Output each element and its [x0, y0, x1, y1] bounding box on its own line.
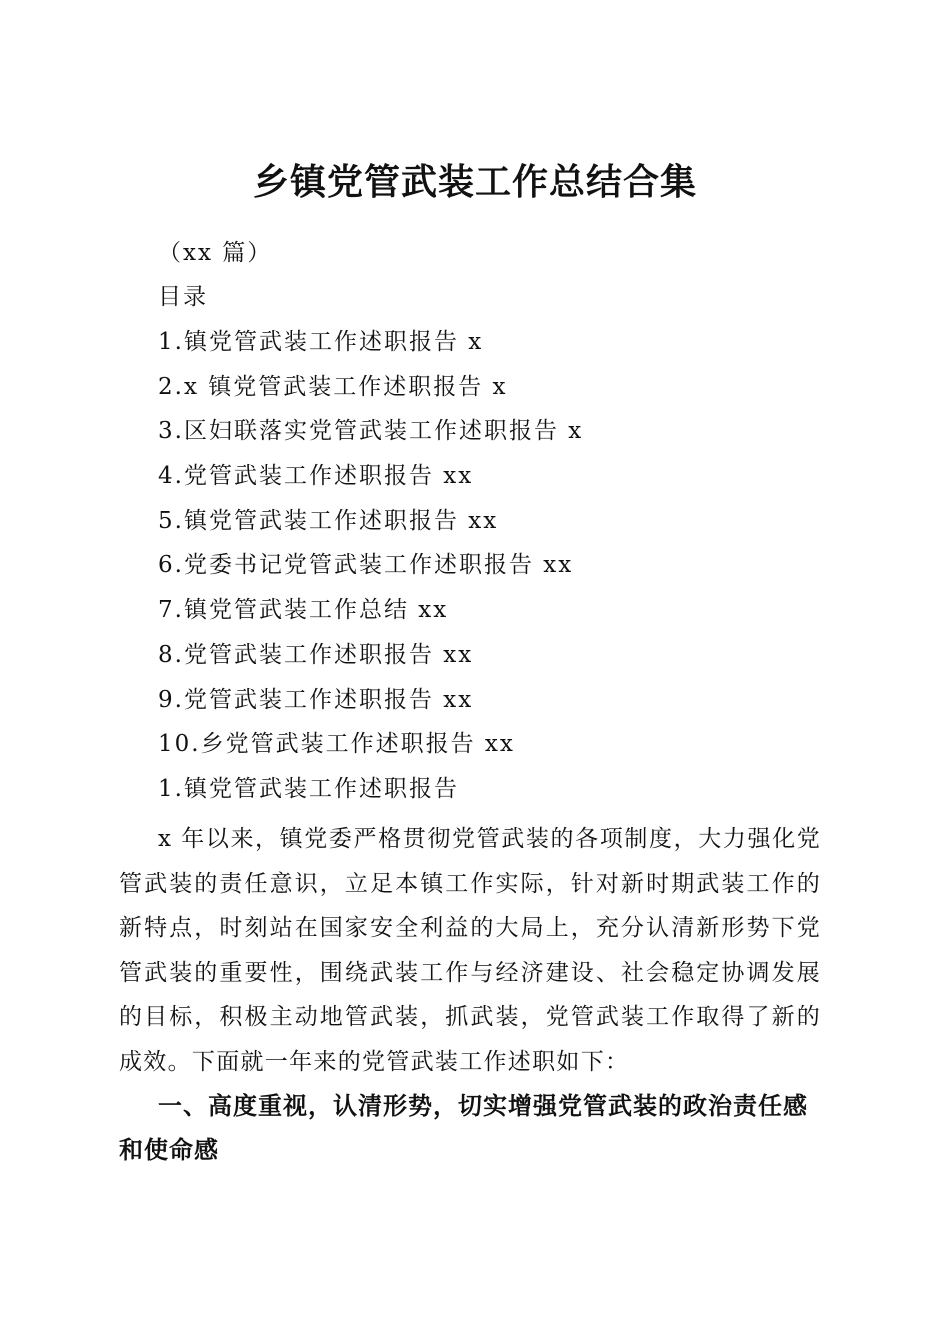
toc-item: 1.镇党管武装工作述职报告 x [158, 329, 484, 355]
toc-item: 8.党管武装工作述职报告 xx [158, 641, 474, 668]
toc-item: 10.乡党管武装工作述职报告 xx [158, 731, 515, 758]
toc-item: 4.党管武装工作述职报告 xx [158, 463, 474, 490]
toc-item: 5.镇党管武装工作述职报告 xx [158, 507, 499, 534]
document-title: 乡镇党管武装工作总结合集 [252, 161, 697, 204]
table-of-contents [158, 327, 583, 774]
toc-item: 7.镇党管武装工作总结 xx [158, 597, 449, 624]
toc-item: 2.x 镇党管武装工作述职报告 x [158, 373, 508, 400]
toc-item: 9.党管武装工作述职报告 xx [158, 686, 474, 713]
toc-item: 6.党委书记党管武装工作述职报告 xx [158, 552, 574, 579]
article-count-note: （xx 篇） [158, 240, 273, 266]
intro-paragraph: x 年以来，镇党委严格贯彻党管武装的各项制度，大力强化党管武装的责任意识，立足本镇工作实际，针对新时期武装工作的新特点，时刻站在国家安全利益的大局上，充分认清新形势下党管武装的重要性，围绕武装工作与经济建设、社会稳定协调发展的目标，积极主动地管武装，抓武装，党管武装工作取得了新的成效。下面就一年来的党管武装工作述职如下： [119, 826, 821, 1075]
article-title: 1.镇党管武装工作述职报告 [158, 776, 459, 802]
section-heading: 一、高度重视，认清形势，切实增强党管武装的政治责任感和使命感 [119, 1092, 808, 1164]
toc-label: 目录 [158, 284, 208, 310]
toc-item: 3.区妇联落实党管武装工作述职报告 x [158, 418, 584, 445]
